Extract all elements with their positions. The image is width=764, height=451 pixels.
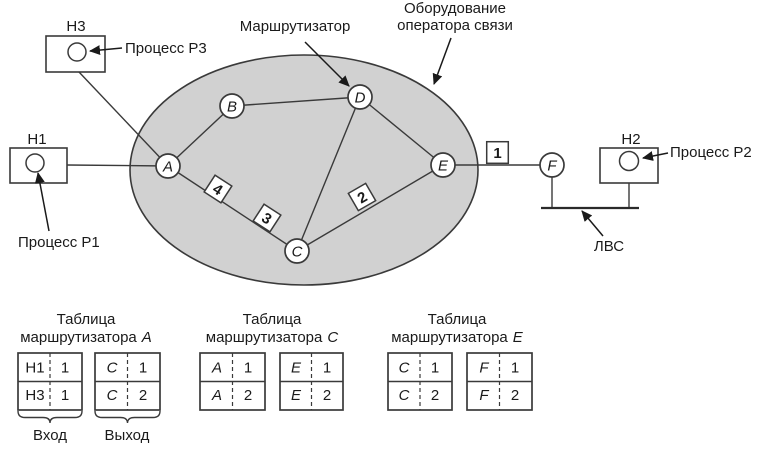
host-h3 [46, 18, 105, 72]
cell: Н3 [25, 387, 45, 404]
process-circle-p1 [26, 154, 44, 172]
input-legend: Вход [33, 427, 67, 444]
cell: A [211, 387, 223, 404]
cell: Н1 [25, 359, 45, 377]
host-h2-label: Н2 [621, 131, 641, 148]
cell: C [106, 387, 118, 404]
equipment-callout-line2: оператора связи [397, 17, 513, 34]
table-c-title: Таблица [242, 311, 302, 328]
cell: E [290, 387, 302, 404]
routing-table-c [200, 311, 343, 410]
cell: 1 [510, 359, 520, 377]
input-brace [18, 411, 82, 423]
process-p3-label: Процесс Р3 [125, 40, 207, 57]
cell: A [211, 359, 223, 377]
process-circle-p3 [68, 43, 86, 61]
cell: E [290, 359, 302, 377]
cell: 1 [60, 359, 70, 377]
cell: F [479, 387, 489, 404]
cell: 1 [322, 359, 332, 377]
router-e-label: E [437, 157, 449, 175]
routing-table-e [388, 311, 532, 410]
router-f [540, 153, 564, 177]
router-d [348, 85, 372, 109]
router-f-label: F [547, 157, 557, 175]
router-d-label: D [354, 89, 366, 107]
cell: 1 [60, 387, 70, 404]
link-h1-a [67, 165, 168, 166]
packet-4-label: 4 [209, 180, 226, 200]
cell: 1 [138, 359, 148, 377]
arrow-lan-callout [582, 211, 603, 236]
packet-3-label: 3 [258, 209, 275, 229]
cell: 1 [243, 359, 253, 377]
router-b [220, 94, 244, 118]
packet-2-label: 2 [354, 188, 371, 208]
router-a [156, 154, 180, 178]
router-c-label: C [291, 243, 303, 261]
cell: 1 [430, 359, 440, 377]
process-p2-label: Процесс Р2 [670, 144, 752, 161]
router-e [431, 153, 455, 177]
table-e-subtitle: маршрутизатора E [391, 329, 523, 346]
table-a-subtitle: маршрутизатора A [20, 329, 152, 346]
table-c-subtitle: маршрутизатора C [205, 329, 339, 346]
arrow-equipment-callout [434, 38, 451, 84]
cell: 2 [322, 387, 332, 404]
cell: 2 [430, 387, 440, 404]
cell: C [398, 387, 410, 404]
cell: 2 [510, 387, 520, 404]
router-a-label: A [162, 158, 174, 176]
output-legend: Выход [104, 427, 150, 444]
router-b-label: B [226, 98, 238, 116]
routing-table-a [18, 311, 160, 444]
cell: C [398, 359, 410, 377]
process-p1-label: Процесс Р1 [18, 234, 100, 251]
table-e-title: Таблица [427, 311, 487, 328]
table-a-title: Таблица [56, 311, 116, 328]
cell: 2 [243, 387, 253, 404]
packet-1-label: 1 [493, 145, 502, 162]
cell: C [106, 359, 118, 377]
lan-label: ЛВС [593, 238, 625, 255]
packet-1 [487, 142, 509, 164]
process-circle-p2 [620, 152, 639, 171]
router-c [285, 239, 309, 263]
cell: 2 [138, 387, 148, 404]
router-callout-label: Маршрутизатор [239, 18, 351, 35]
output-brace [95, 411, 160, 423]
host-h1-label: Н1 [27, 131, 47, 148]
equipment-callout-line1: Оборудование [403, 0, 507, 17]
host-h3-label: Н3 [66, 18, 86, 35]
cell: F [479, 359, 489, 377]
